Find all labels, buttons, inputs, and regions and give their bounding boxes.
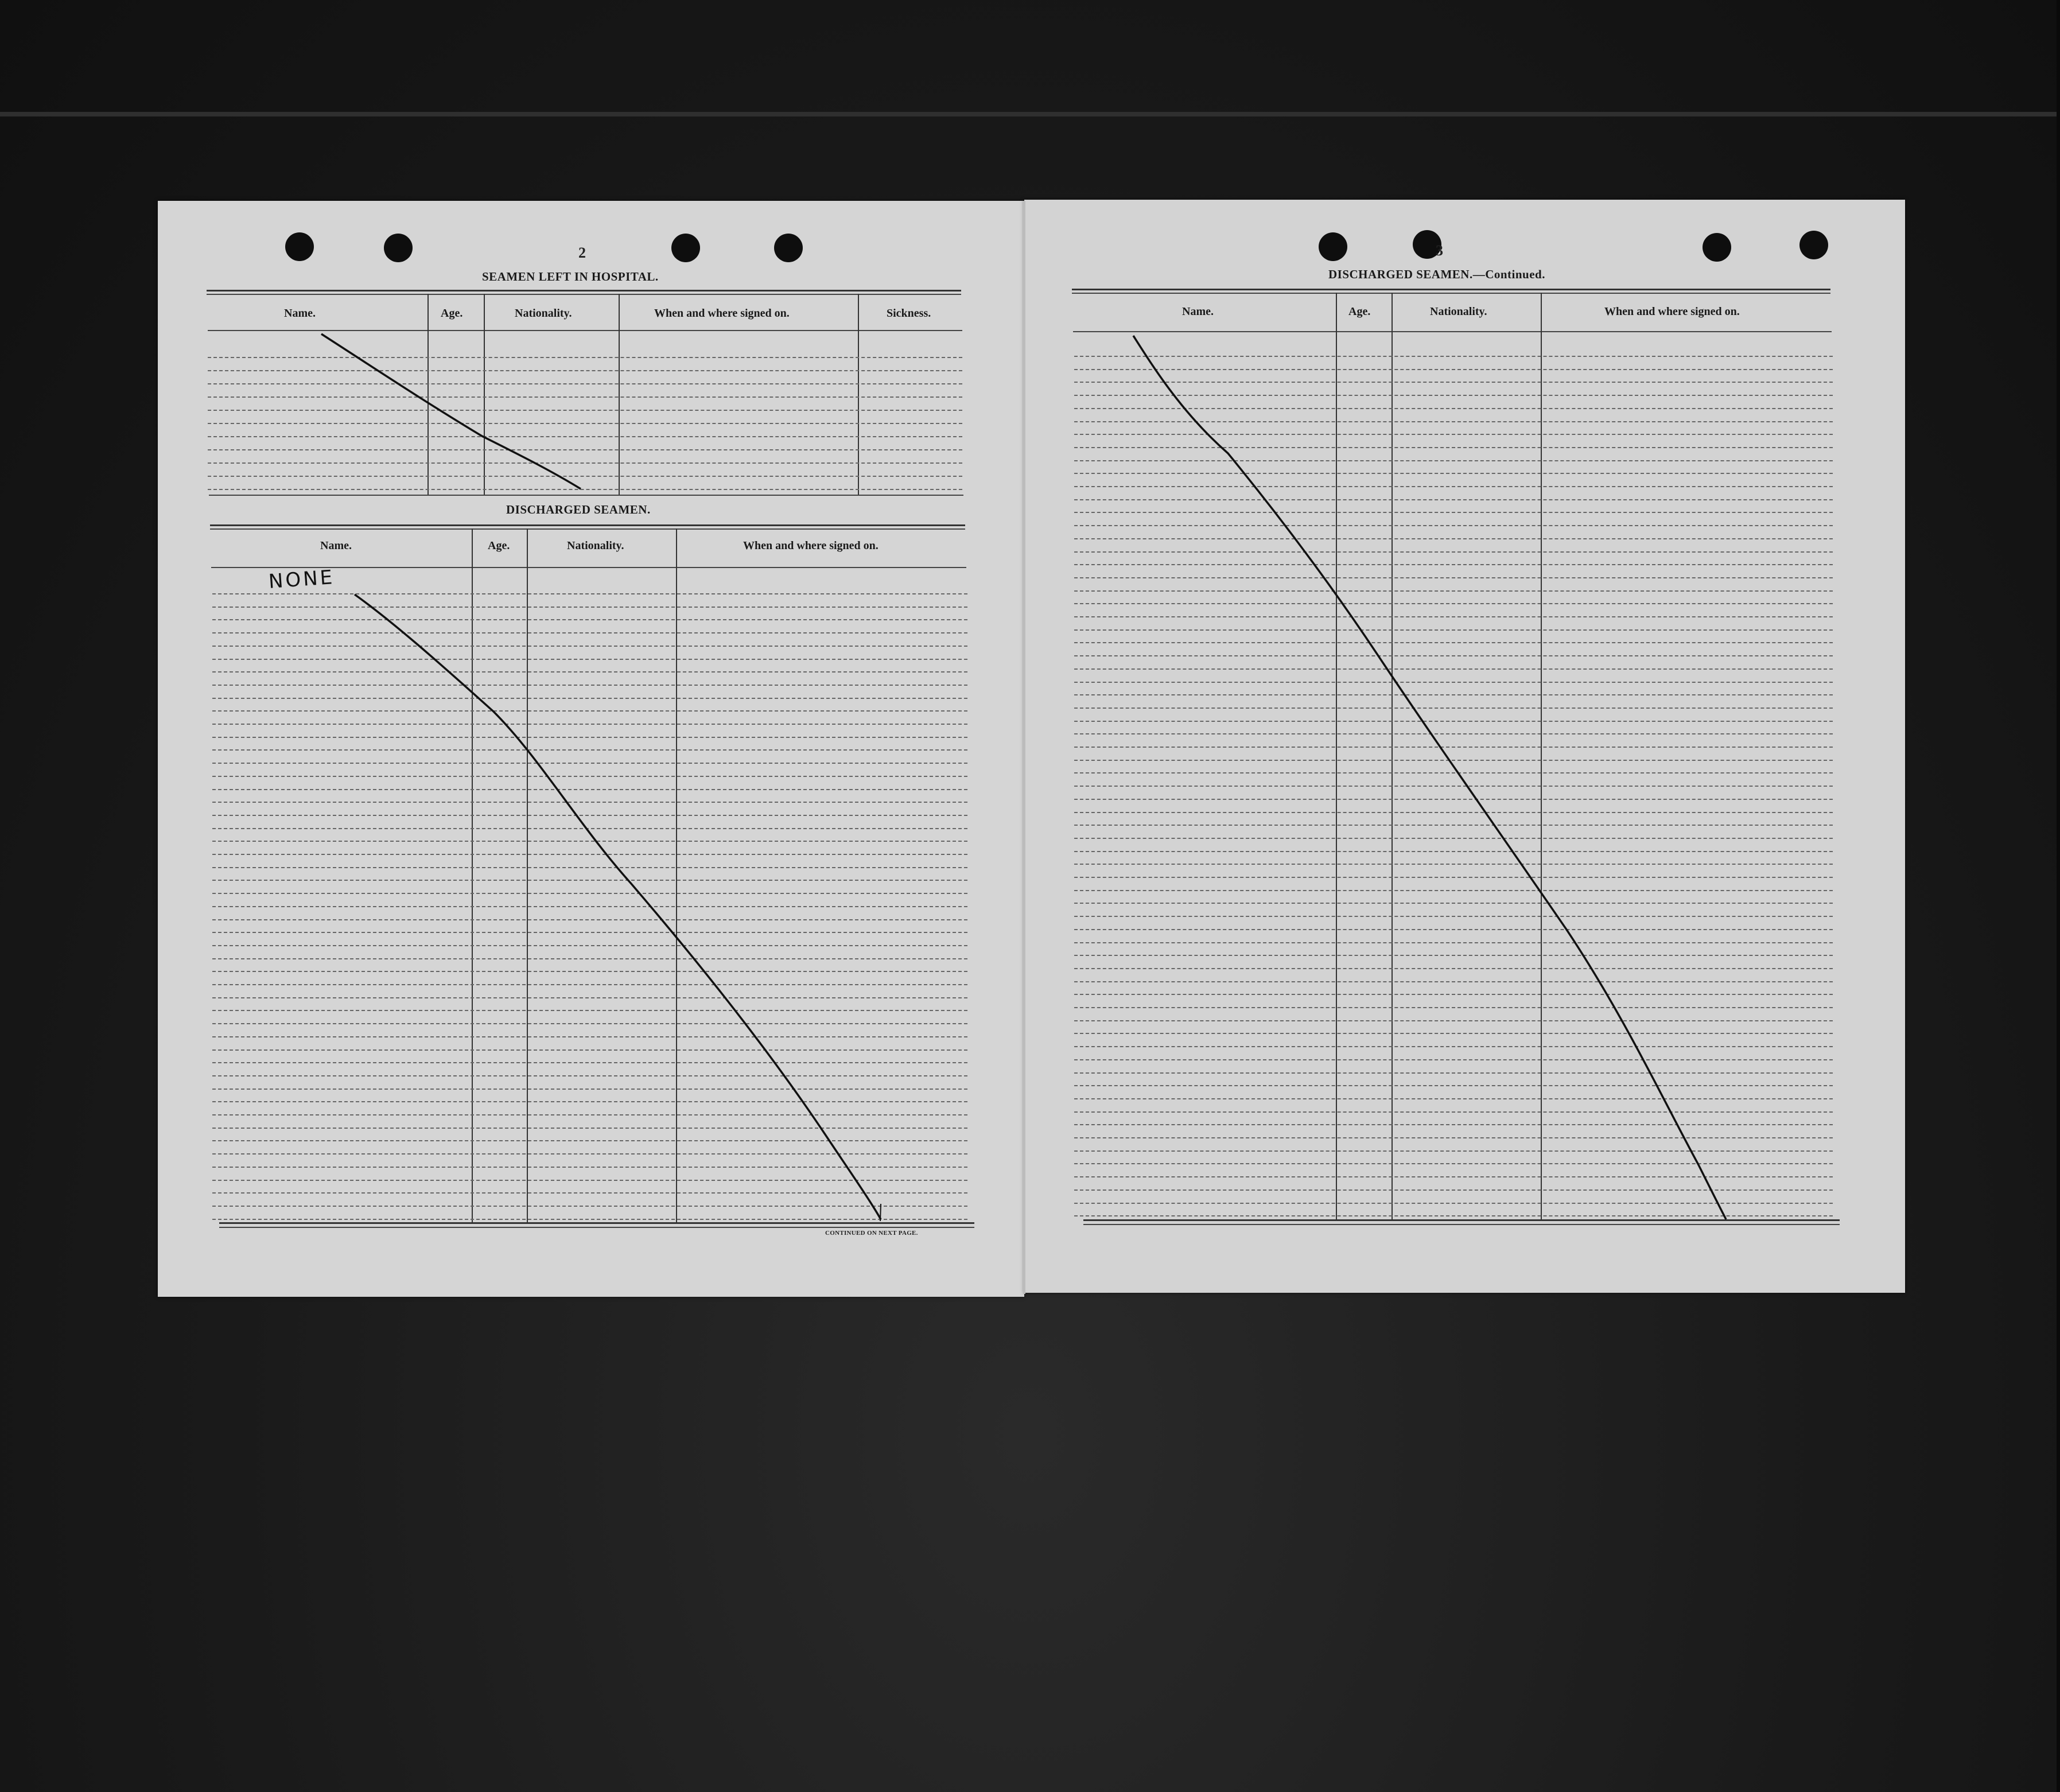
ruled-row: [212, 1153, 967, 1155]
ruled-row: [1074, 629, 1833, 631]
ruled-row: [1074, 760, 1833, 761]
ruled-row: [1074, 1150, 1833, 1152]
ruled-row: [1074, 1124, 1833, 1125]
ruled-row: [212, 997, 967, 998]
hospital-header-rule: [208, 330, 962, 331]
ruled-row: [1074, 525, 1833, 526]
ruled-row: [1074, 1215, 1833, 1216]
ruled-row: [208, 383, 962, 384]
ruled-row: [1074, 499, 1833, 500]
ruled-row: [1074, 994, 1833, 995]
right-col-name: Name.: [1182, 305, 1214, 318]
ruled-row: [208, 476, 962, 477]
right-col-signed-on: When and where signed on.: [1604, 305, 1740, 318]
ruled-row: [1074, 1033, 1833, 1034]
right-top-rule: [1072, 289, 1830, 290]
ruled-row: [1074, 786, 1833, 787]
ruled-row: [1074, 655, 1833, 656]
ruled-row: [212, 671, 967, 673]
punch-hole: [774, 234, 803, 262]
right-col-divider: [1541, 293, 1542, 1219]
ruled-row: [1074, 447, 1833, 448]
hospital-col-divider: [427, 294, 429, 495]
ruled-row: [1074, 590, 1833, 592]
ruled-row: [1074, 799, 1833, 800]
ruled-row: [212, 1206, 967, 1207]
ruled-row: [1074, 395, 1833, 396]
ruled-row: [212, 632, 967, 633]
ruled-row: [1074, 682, 1833, 683]
hospital-col-divider: [858, 294, 859, 495]
handwritten-none: NONE: [267, 566, 336, 593]
ruled-row: [212, 880, 967, 881]
right-bottom-rule: [1083, 1219, 1840, 1221]
ruled-row: [212, 776, 967, 777]
ruled-row: [1074, 812, 1833, 813]
hospital-section-title: SEAMEN LEFT IN HOSPITAL.: [482, 270, 659, 283]
hospital-top-rule-2: [207, 294, 961, 295]
ruled-row: [1074, 382, 1833, 383]
page-number-left: 2: [578, 244, 586, 261]
right-bottom-rule-2: [1083, 1224, 1840, 1225]
ruled-row: [212, 802, 967, 803]
punch-hole: [1799, 231, 1828, 259]
ruled-row: [212, 867, 967, 868]
ruled-row: [1074, 616, 1833, 617]
ruled-row: [1074, 838, 1833, 839]
punch-hole: [671, 234, 700, 262]
ruled-row: [212, 1167, 967, 1168]
ruled-row: [1074, 851, 1833, 852]
ruled-row: [208, 357, 962, 358]
ruled-row: [212, 1010, 967, 1011]
punch-hole: [285, 232, 314, 261]
ruled-row: [208, 397, 962, 398]
ruled-row: [212, 815, 967, 816]
ruled-row: [1074, 421, 1833, 422]
ruled-row: [212, 1140, 967, 1141]
discharged-col-name: Name.: [320, 539, 352, 552]
ruled-row: [212, 932, 967, 933]
ruled-row: [212, 737, 967, 738]
punch-hole: [384, 234, 413, 262]
hospital-col-divider: [484, 294, 485, 495]
ruled-row: [1074, 916, 1833, 917]
ruled-row: [212, 1036, 967, 1037]
ruled-row: [212, 828, 967, 829]
ruled-row: [1074, 942, 1833, 943]
right-header-rule: [1073, 331, 1832, 332]
discharged-section-title: DISCHARGED SEAMEN.: [506, 503, 651, 516]
ruled-row: [212, 1180, 967, 1181]
ruled-row: [208, 462, 962, 464]
ruled-row: [212, 854, 967, 855]
ruled-row: [1074, 1190, 1833, 1191]
ruled-row: [212, 906, 967, 907]
ruled-row: [212, 1023, 967, 1024]
ruled-row: [212, 841, 967, 842]
ruled-row: [212, 1192, 967, 1194]
ruled-row: [212, 724, 967, 725]
hospital-col-nationality: Nationality.: [515, 307, 572, 320]
ruled-row: [1074, 955, 1833, 956]
ruled-row: [212, 1062, 967, 1063]
ruled-row: [1074, 721, 1833, 722]
ruled-row: [1074, 747, 1833, 748]
punch-hole: [1319, 232, 1347, 261]
ruled-row: [1074, 708, 1833, 709]
continued-note: CONTINUED ON NEXT PAGE.: [825, 1230, 918, 1237]
ruled-row: [1074, 668, 1833, 670]
ruled-row: [212, 607, 967, 608]
ruled-row: [1074, 1072, 1833, 1074]
ruled-row: [212, 619, 967, 620]
ruled-row: [1074, 1137, 1833, 1138]
ruled-row: [1074, 460, 1833, 461]
ruled-row: [1074, 473, 1833, 474]
ruled-row: [212, 710, 967, 712]
ruled-row: [208, 436, 962, 437]
ruled-row: [212, 698, 967, 699]
ruled-row: [212, 685, 967, 686]
discharged-continued-title: DISCHARGED SEAMEN.—Continued.: [1328, 267, 1545, 281]
ruled-row: [212, 1101, 967, 1102]
ruled-row: [1074, 512, 1833, 513]
ruled-row: [208, 489, 962, 490]
page-spine: [1023, 201, 1025, 1294]
discharged-top-rule-2: [210, 528, 965, 530]
hospital-col-name: Name.: [284, 307, 316, 320]
ruled-row: [1074, 1176, 1833, 1177]
ruled-row: [1074, 1020, 1833, 1021]
ruled-row: [1074, 694, 1833, 695]
hospital-col-sickness: Sickness.: [887, 307, 931, 320]
hospital-col-signed-on: When and where signed on.: [654, 307, 790, 320]
ruled-row: [212, 646, 967, 647]
ruled-row: [212, 893, 967, 894]
ruled-row: [1074, 1111, 1833, 1113]
ruled-row: [212, 1219, 967, 1220]
ruled-row: [212, 749, 967, 751]
ruled-row: [1074, 1098, 1833, 1099]
ruled-row: [1074, 1046, 1833, 1047]
ruled-row: [1074, 733, 1833, 734]
left-page: [158, 201, 1024, 1297]
ruled-row: [212, 945, 967, 946]
hospital-top-rule: [207, 290, 961, 291]
ruled-row: [1074, 577, 1833, 578]
discharged-top-rule: [210, 524, 965, 526]
ruled-row: [212, 1089, 967, 1090]
ruled-row: [212, 919, 967, 920]
discharged-col-age: Age.: [488, 539, 510, 552]
film-edge-line: [0, 112, 2060, 116]
ruled-row: [212, 1128, 967, 1129]
ruled-row: [212, 593, 967, 594]
page-number-right: 3: [1436, 242, 1443, 259]
ruled-row: [1074, 903, 1833, 904]
right-col-divider: [1392, 293, 1393, 1219]
ruled-row: [212, 659, 967, 660]
ruled-row: [1074, 408, 1833, 409]
ruled-row: [212, 1049, 967, 1051]
ruled-row: [1074, 356, 1833, 357]
ruled-row: [1074, 603, 1833, 604]
ruled-row: [208, 449, 962, 450]
ruled-row: [1074, 825, 1833, 826]
ruled-row: [1074, 551, 1833, 553]
ruled-row: [212, 958, 967, 959]
ruled-row: [1074, 434, 1833, 435]
ruled-row: [212, 763, 967, 764]
ruled-row: [1074, 890, 1833, 891]
ruled-row: [1074, 1163, 1833, 1164]
ruled-row: [1074, 538, 1833, 539]
hospital-bottom-rule: [209, 495, 963, 496]
ruled-row: [208, 410, 962, 411]
ruled-row: [212, 984, 967, 985]
ruled-row: [212, 789, 967, 790]
ruled-row: [1074, 772, 1833, 773]
discharged-bottom-rule: [219, 1222, 974, 1224]
discharged-col-signed-on: When and where signed on.: [743, 539, 879, 552]
ruled-row: [1074, 981, 1833, 982]
ruled-row: [1074, 642, 1833, 643]
ruled-row: [1074, 968, 1833, 969]
punch-hole: [1703, 233, 1731, 262]
right-col-nationality: Nationality.: [1430, 305, 1487, 318]
ruled-row: [1074, 369, 1833, 370]
ruled-row: [208, 370, 962, 371]
ruled-row: [1074, 929, 1833, 930]
ruled-row: [1074, 564, 1833, 565]
right-top-rule-2: [1072, 293, 1830, 294]
ruled-row: [212, 1075, 967, 1076]
ruled-row: [1074, 486, 1833, 487]
film-edge-right: [2057, 0, 2060, 1792]
ruled-row: [1074, 864, 1833, 865]
hospital-col-divider: [619, 294, 620, 495]
ruled-row: [1074, 877, 1833, 878]
right-col-age: Age.: [1348, 305, 1371, 318]
discharged-bottom-rule-2: [219, 1227, 974, 1228]
right-col-divider: [1336, 293, 1337, 1219]
ruled-row: [1074, 1085, 1833, 1086]
ruled-row: [1074, 1203, 1833, 1204]
ruled-row: [212, 971, 967, 972]
ruled-row: [1074, 1007, 1833, 1008]
ruled-row: [212, 1114, 967, 1115]
discharged-col-nationality: Nationality.: [567, 539, 624, 552]
ruled-row: [1074, 1059, 1833, 1060]
ruled-row: [208, 423, 962, 424]
hospital-col-age: Age.: [441, 307, 463, 320]
